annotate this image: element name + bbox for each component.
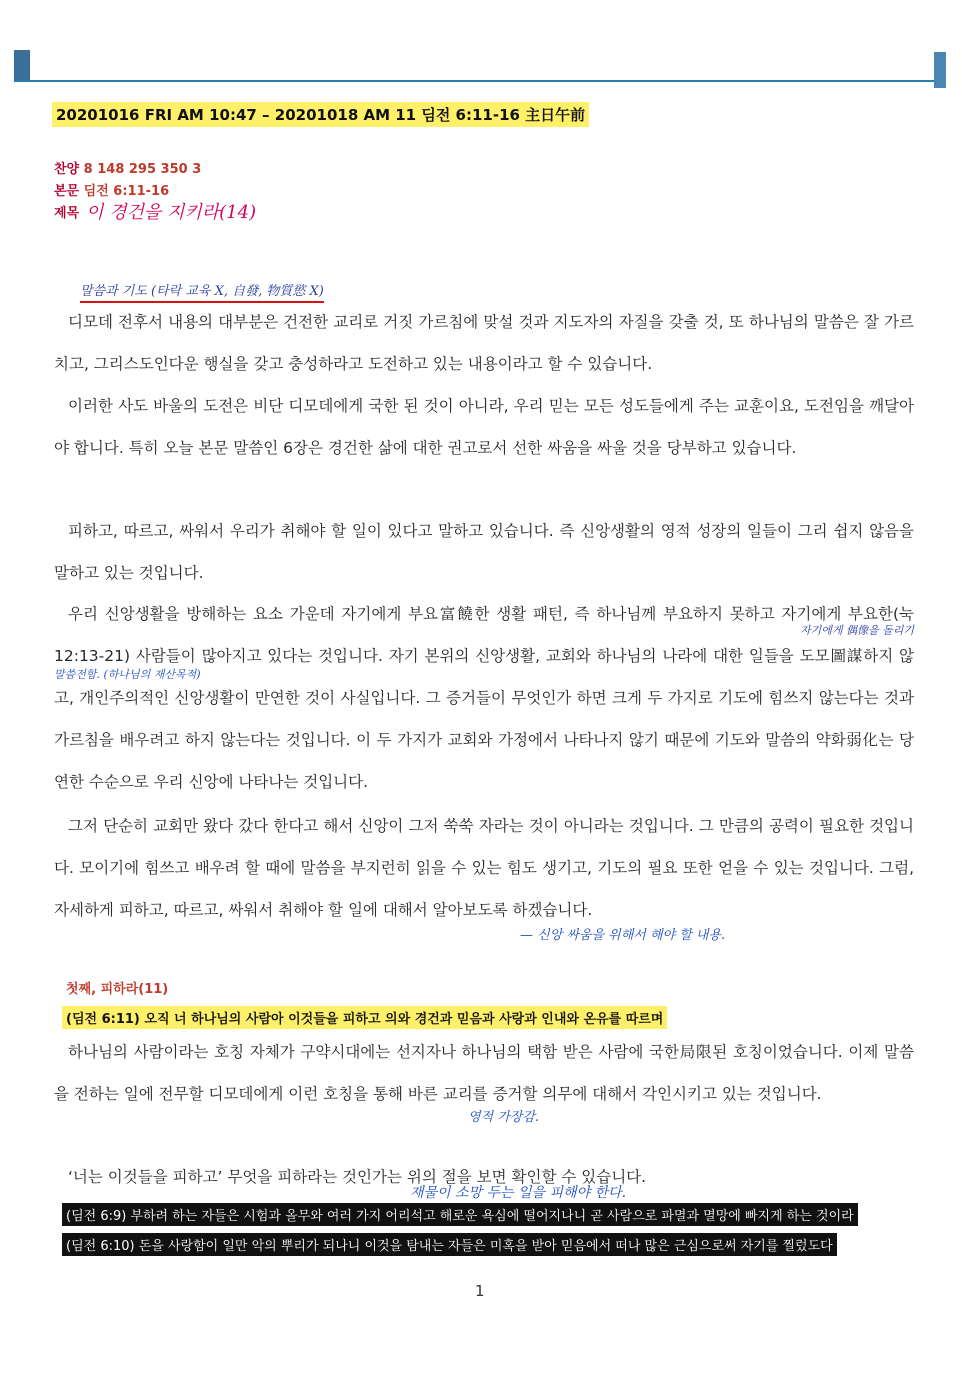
annotation-left: 말씀전함. (하나님의 재산목적)	[54, 668, 201, 681]
paragraph-4-text: 우리 신앙생활을 방해하는 요소 가운데 자기에게 부요富饒한 생활 패턴, 즉 하나님께 부요하지 못하고 자기에게 부요한(눅 12:13-21) 사람들이 많아지고 있다는 것입니다. 자기 본위의 신앙생활, 교회와 하나님의 나라에 대한 일들을 도모圖謀하지 않고, 개인주의적인 신앙생활이 만연한 것이 사실입니다. 그 증거들이 무엇인가 하면 크게 두 가지로 기도에 힘쓰지 않는다는 것과 가르침을 배우려고 하지 않는다는 것입니다. 이 두 가지가 교회와 가정에서 나타나지 않기 때문에 기도와 말씀의 약화弱化는 당연한 수순으로 우리 신앙에 나타나는 것입니다.	[54, 605, 914, 791]
verse-block-6-9: (딤전 6:9) 부하려 하는 자들은 시험과 올무와 여러 가지 어리석고 해로운 욕심에 떨어지나니 곧 사람으로 파멸과 멸망에 빠지게 하는 것이라	[62, 1203, 858, 1226]
paragraph-5-text: 그저 단순히 교회만 왔다 갔다 한다고 해서 신앙이 그저 쑥쑥 자라는 것이 아니라는 것입니다. 그 만큼의 공력이 필요한 것입니다. 모이기에 힘쓰고 배우려 할 때에 말씀을 부지런히 읽을 수 있는 힘도 생기고, 기도의 필요 또한 얻을 수 있는 것입니다. 그럼, 자세하게 피하고, 따르고, 싸워서 취해야 할 일에 대해서 알아보도록 하겠습니다.	[54, 817, 914, 919]
hymn-line	[54, 158, 201, 177]
paragraph-2-text: 이러한 사도 바울의 도전은 비단 디모데에게 국한 된 것이 아니라, 우리 믿는 모든 성도들에게 주는 교훈이요, 도전임을 깨달아야 합니다. 특히 오늘 본문 말씀인 6장은 경건한 삶에 대한 권고로서 선한 싸움을 싸울 것을 당부하고 있습니다.	[54, 397, 914, 457]
paragraph-1	[54, 301, 914, 385]
annotation-right: 자기에게 偶像을 돌리기	[800, 624, 915, 637]
header-rule	[14, 80, 946, 82]
text-label: 본문	[54, 184, 80, 199]
text-line	[54, 180, 169, 199]
title-line	[54, 202, 79, 221]
paragraph-5	[54, 805, 914, 931]
paragraph-4	[54, 593, 914, 803]
annotation-top: 말씀과 기도 (타락 교육 X, 自發, 物質慾 X)	[80, 280, 324, 303]
section-1-paragraph-1-text: 하나님의 사람이라는 호칭 자체가 구약시대에는 선지자나 하나님의 택함 받은 사람에 국한局限된 호칭이었습니다. 이제 말씀을 전하는 일에 전무할 디모데에게 이런 호칭을 통해 바른 교리를 증거할 의무에 대해서 각인시키고 있는 것입니다.	[54, 1043, 914, 1103]
section-1-paragraph-1	[54, 1031, 914, 1157]
verse-ref: (딤전 6:11)	[66, 1012, 140, 1027]
header-tab-right	[934, 52, 946, 88]
paragraph-1-text: 디모데 전후서 내용의 대부분은 건전한 교리로 거짓 가르침에 맞설 것과 지도자의 자질을 갖출 것, 또 하나님의 말씀은 잘 가르치고, 그리스도인다운 행실을 갖고 충성하라고 도전하고 있는 내용이라고 할 수 있습니다.	[54, 313, 914, 373]
annotation-bottom: — 신앙 싸움을 위해서 해야 할 내용.	[520, 928, 726, 943]
paragraph-3-text: 피하고, 따르고, 싸워서 우리가 취해야 할 일이 있다고 말하고 있습니다. 즉 신앙생활의 영적 성장의 일들이 그리 쉽지 않음을 말하고 있는 것입니다.	[54, 522, 914, 582]
title-label: 제목	[54, 206, 80, 221]
date-header: 20201016 FRI AM 10:47 – 20201018 AM 11 딤전 6:11-16 主日午前	[52, 102, 589, 127]
section-1-title: 첫째, 피하라(11)	[66, 982, 169, 997]
handwritten-title: 이 경건을 지키라(14)	[86, 202, 257, 223]
verse-text: 오직 너 하나님의 사람아 이것들을 피하고 의와 경건과 믿음과 사랑과 인내와 온유를 따르며	[144, 1012, 664, 1027]
text-value: 딤전 6:11-16	[83, 184, 170, 199]
section-1-paragraph-2-text: ‘너는 이것들을 피하고’ 무엇을 피하라는 것인가는 위의 절을 보면 확인할 수 있습니다.	[68, 1168, 647, 1186]
paragraph-3	[54, 510, 914, 594]
hymn-value: 8 148 295 350 3	[83, 162, 202, 177]
verse-block-6-10: (딤전 6:10) 돈을 사랑함이 일만 악의 뿌리가 되나니 이것을 탐내는 자들은 미혹을 받아 믿음에서 떠나 많은 근심으로써 자기를 찔렀도다	[62, 1233, 837, 1256]
paragraph-2	[54, 385, 914, 511]
annotation-sec-1: 영적 가장감.	[468, 1110, 540, 1125]
hymn-label: 찬양	[54, 162, 80, 177]
section-1-verse	[62, 1006, 667, 1029]
header-tab-left	[14, 50, 30, 82]
annotation-sec-2: 재물이 소망 두는 일을 피해야 한다.	[410, 1185, 627, 1201]
page-number: 1	[475, 1282, 485, 1300]
